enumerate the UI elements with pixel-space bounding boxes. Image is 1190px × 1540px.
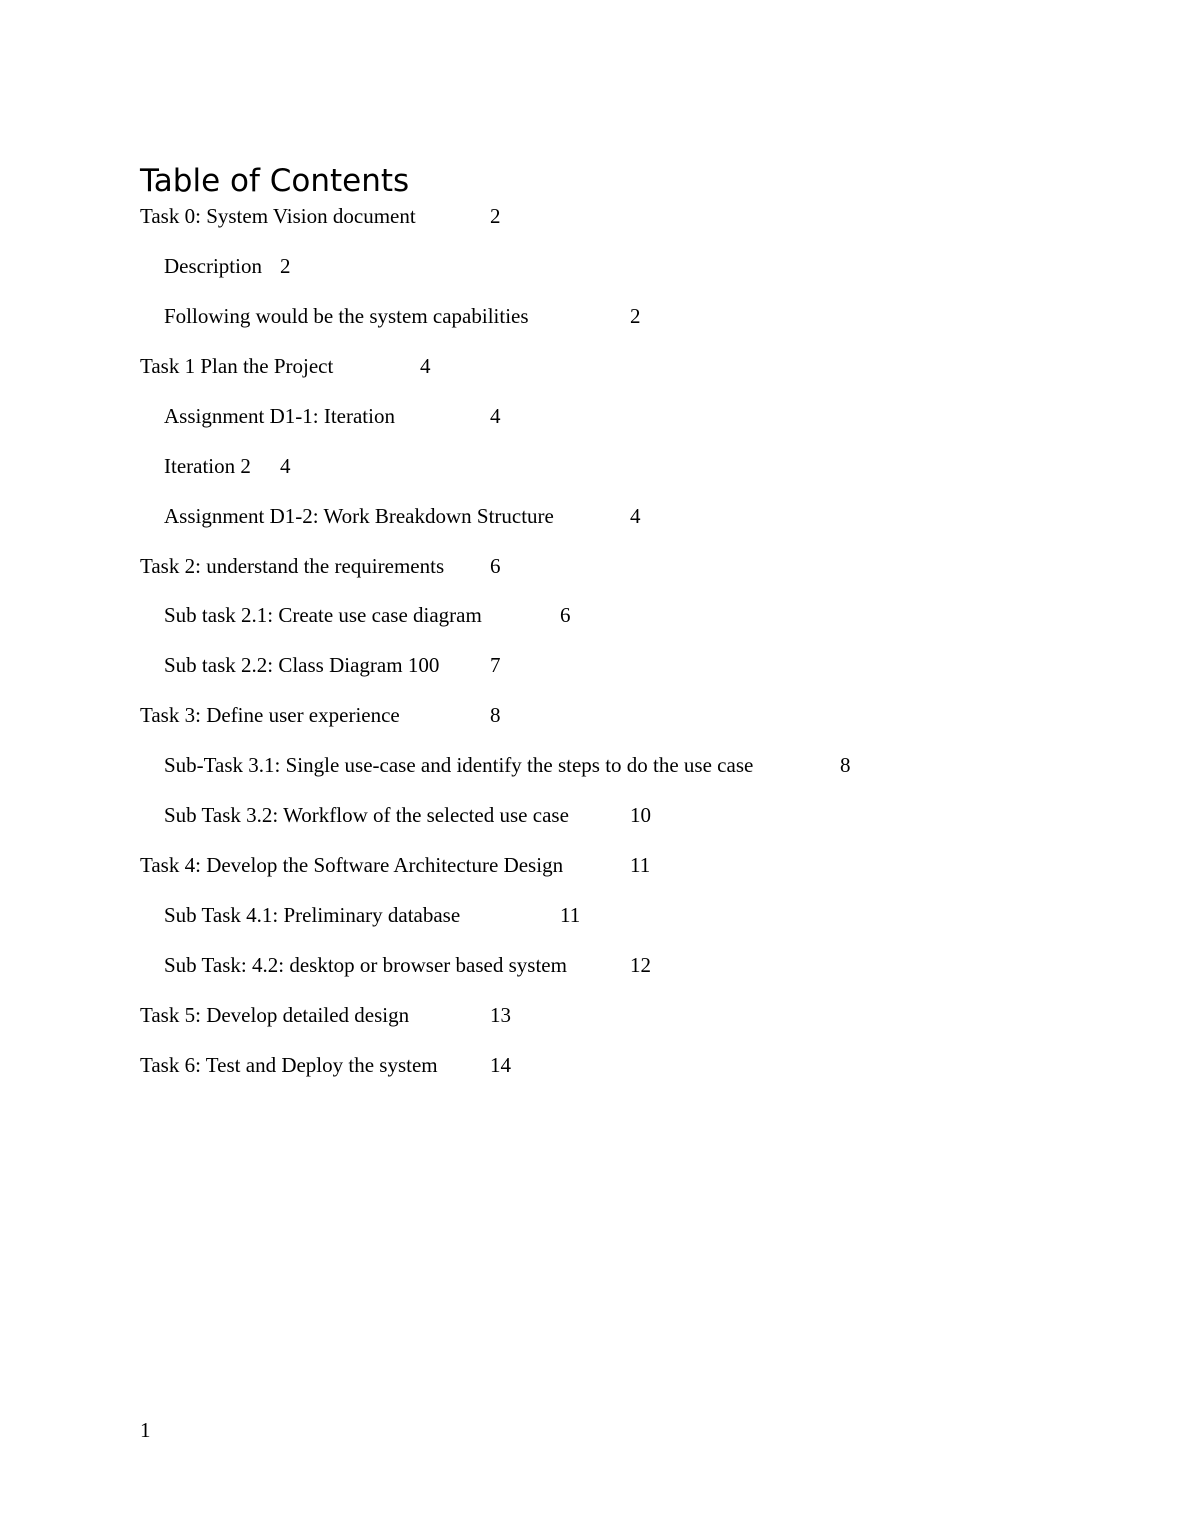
toc-entry-label: Task 1 Plan the Project bbox=[140, 354, 334, 378]
toc-entry-page: 14 bbox=[490, 1053, 511, 1077]
toc-entry-label: Description bbox=[164, 254, 262, 278]
toc-entry-label: Task 6: Test and Deploy the system bbox=[140, 1053, 438, 1077]
page-number: 1 bbox=[140, 1418, 151, 1442]
toc-entry-label: Task 3: Define user experience bbox=[140, 703, 400, 727]
toc-entry-page: 13 bbox=[490, 1003, 511, 1027]
toc-entry-page: 4 bbox=[280, 454, 291, 478]
toc-entry-page: 2 bbox=[490, 204, 501, 228]
toc-entry-page: 4 bbox=[630, 504, 641, 528]
toc-entry-label: Sub task 2.1: Create use case diagram bbox=[164, 603, 482, 627]
toc-entry-label: Task 2: understand the requirements bbox=[140, 554, 445, 578]
toc-title: Table of Contents bbox=[140, 163, 410, 199]
toc-entry-label: Task 0: System Vision document bbox=[140, 204, 416, 228]
toc-entry-page: 10 bbox=[630, 803, 651, 827]
toc-entry-page: 7 bbox=[490, 653, 501, 677]
toc-entry-page: 2 bbox=[280, 254, 291, 278]
toc-entry-label: Assignment D1-1: Iteration bbox=[164, 404, 395, 428]
toc-entry-label: Assignment D1-2: Work Breakdown Structure bbox=[164, 504, 554, 528]
toc-entry-label: Following would be the system capabilities bbox=[164, 304, 529, 328]
toc-entry-page: 4 bbox=[420, 354, 431, 378]
toc-entry-label: Sub Task 4.1: Preliminary database bbox=[164, 903, 461, 927]
toc-entry-page: 2 bbox=[630, 304, 641, 328]
toc-entry-label: Sub-Task 3.1: Single use-case and identify the steps to do the use case bbox=[164, 753, 754, 777]
toc-entry-page: 12 bbox=[630, 953, 651, 977]
toc-entry-label: Iteration 2 bbox=[164, 454, 251, 478]
toc-entry-label: Sub Task 3.2: Workflow of the selected use case bbox=[164, 803, 569, 827]
toc-entry-page: 11 bbox=[630, 853, 651, 877]
toc-entry-page: 6 bbox=[560, 603, 571, 627]
toc-entry-page: 4 bbox=[490, 404, 501, 428]
toc-entry-label: Sub Task: 4.2: desktop or browser based system bbox=[164, 953, 567, 977]
toc-entry-page: 11 bbox=[560, 903, 581, 927]
toc-entry-label: Sub task 2.2: Class Diagram 100 bbox=[164, 653, 440, 677]
toc-entry-page: 6 bbox=[490, 554, 501, 578]
toc-entry-label: Task 5: Develop detailed design bbox=[140, 1003, 410, 1027]
toc-entry-page: 8 bbox=[840, 753, 851, 777]
toc-entry-page: 8 bbox=[490, 703, 501, 727]
toc-entry-label: Task 4: Develop the Software Architecture Design bbox=[140, 853, 564, 877]
